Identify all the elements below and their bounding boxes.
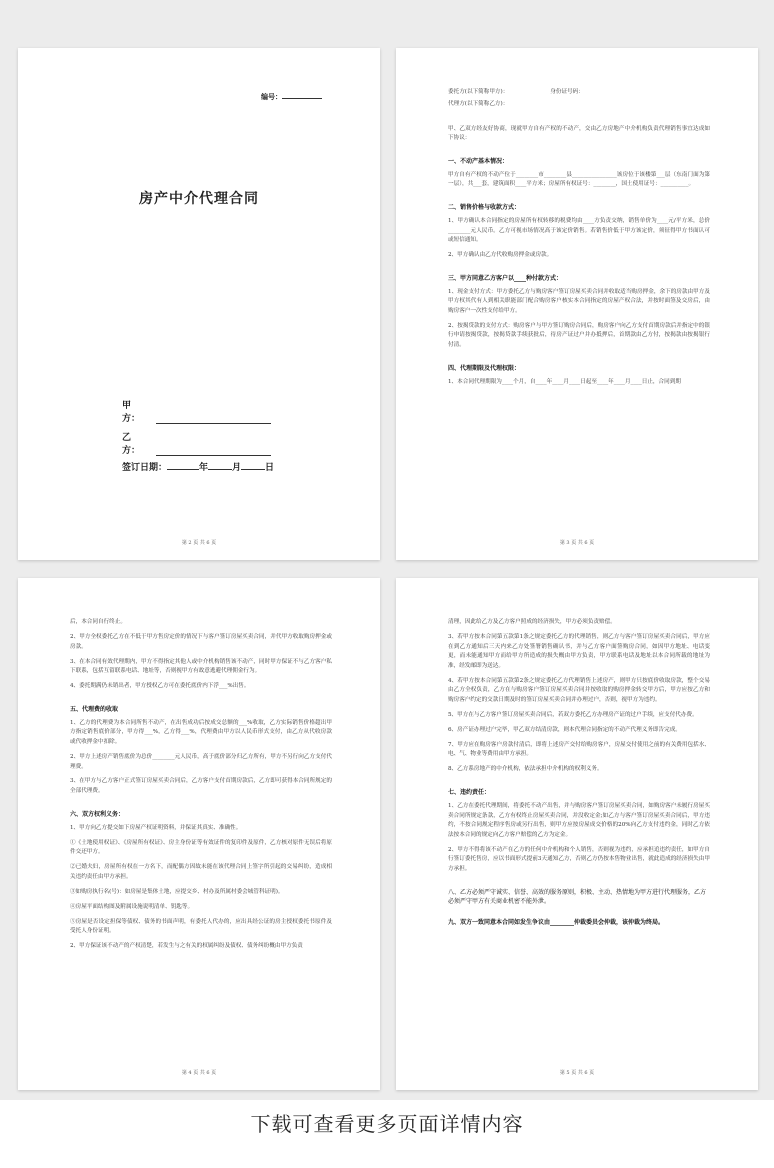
paragraph: 8、乙方系房地产的中介机构，依法承担中介机构的权利义务。	[448, 766, 603, 773]
paragraph: 2、甲方全权委托乙方在不低于甲方售房定价的情况下与客户签订房屋买卖合同，并代甲方收取购房押金或房款。	[70, 633, 332, 650]
contract-page-3	[396, 48, 758, 560]
cover-page	[18, 48, 380, 560]
paragraph: 清理，因此给乙方及乙方客户照成的经济损失，甲方必须负责赔偿。	[448, 619, 616, 625]
section-heading: 二、销售价格与收款方式：	[448, 203, 521, 211]
page-footer: 第 5 页 共 6 页	[559, 1070, 595, 1076]
year-label: 年	[199, 463, 209, 473]
paragraph: 4、若甲方按本合同第五款第2条之规定委托乙方代理销售上述房产，则甲方只按底价收取房款，整个交易由乙方全权负责，乙方在与购房客户签订房屋买卖合同并按收取的购房押金转交甲方后，甲方应按乙方和购房客户约定的交款日期及时的签订房屋买卖合同并办理过户，否则，视甲方为违约。	[448, 677, 710, 703]
paragraph: ①《土地使用权证》、《房屋所有权证》、房主身份证等有效证件的复印件及原件，乙方核对原件无误后将原件交还甲方。	[70, 839, 332, 856]
paragraph: 1、甲方确认本合同指定的房屋所有权转移的税费均由____方负责交纳，销售单价为____元/平方米，总价________元人民币。乙方可视市场情况高于该定价销售。若销售价低于甲方该定价，须征得甲方书面认可或短信通知。	[448, 217, 710, 244]
paragraph: ④房屋平面结构图及附属设施说明清单、钥匙等。	[70, 903, 194, 910]
month-label: 月	[232, 463, 242, 473]
page-footer: 第 3 页 共 6 页	[559, 540, 595, 546]
party-a-label: 甲 方：	[122, 401, 141, 424]
paragraph: 2、甲方保证该不动产的产权清楚，若发生与之有关的权属纠纷及债权、债务纠纷概由甲方负责	[70, 943, 303, 950]
paragraph: 2、按揭贷款的支付方式：购房客户与甲方签订购房合同后，购房客户向乙方支付首期房款后并指定中的银行申请按揭贷款，按揭贷款手续获批后，待房产证过户并办抵押后，首期款由乙方付，按揭款由按揭银行付清。	[448, 322, 710, 349]
page-body	[70, 618, 332, 957]
paragraph: 1、乙方的代理费为本合同所售不动产，在出售成功后按成交总额的___%收取，乙方实际销售价格超出甲方指定销售底价部分，甲方得___%，乙方得___%，代理费由甲方以人民币形式支付，由乙方从代收房款或代收押金中扣除。	[70, 719, 332, 745]
paragraph: 后，本合同自行终止。	[70, 619, 126, 625]
paragraph: 3、若甲方按本合同第五款第1条之规定委托乙方的代理销售，则乙方与客户签订房屋买卖合同后，甲方应在到乙方通知后三天内来乙方处签署销售确认书，并与乙方客户面签购房合同，如因甲方地址、电话变更，而未能通知甲方而给甲方所造成的损失概由甲方负责，甲方联系电话及地址以本合同所载的地址为准，经发邮即为送达。	[448, 633, 710, 669]
paragraph: ②已婚夫妇，房屋所有权在一方名下，而配偶方因故未能在该代理合同上签字所引起的交易纠纷，造成相关违约责任由甲方承担。	[70, 864, 332, 880]
spacer	[448, 115, 710, 125]
paragraph: 5、甲方在与乙方客户签订房屋买卖合同后，若双方委托乙方办理房产证的过户手续，应支付代办费。	[448, 711, 698, 718]
paragraph: ③如购房执行名(号)：如房屋是集体土地，应提交乡、村办及所属村委会城管科证明)。	[70, 888, 284, 895]
section-heading: 七、违约责任：	[448, 789, 491, 797]
paragraph: 2、甲方不得将该不动产在乙方的任何中介机构和个人销售，否则视为违约，应承担追违约责任，如甲方自行签订委托售房，应以书面形式提前3天通知乙方，否则乙方仍按本售物业出售，就此造成的经济损失由甲方承担。	[448, 846, 710, 873]
contract-number-label: 编号：	[261, 92, 282, 101]
section-heading: 九、双方一致同意本合同如发生争议由________仲裁委员会仲裁，该仲裁为终局。	[448, 918, 665, 926]
paragraph: ⑤房屋是否设定担保等债权、债务的书面声明，有委托人代办的，应出具经公证的房主授权委托书原件及受托人身份证明。	[70, 918, 332, 935]
paragraph: 1、甲方向乙方提交如下房屋产权证明资料，并保证其真实、准确性。	[70, 824, 242, 831]
paragraph: 2、甲方上述房产销售底价为总价________元人民币，高于底价部分归乙方所有，甲方不另行向乙方支付代理费。	[70, 753, 332, 770]
party-b-line	[122, 430, 271, 456]
contract-page-4	[18, 578, 380, 1090]
page-footer: 第 2 页 共 6 页	[181, 540, 217, 546]
paragraph: 2、甲方确认由乙方代收购房押金或房款。	[448, 252, 553, 259]
page-body	[448, 618, 710, 932]
contract-number	[261, 92, 322, 102]
party-b-blank	[156, 455, 271, 456]
paragraph: 1、本合同代理期限为____个月，自____年____月____日起至____年____月____日止，合同到期	[448, 378, 681, 385]
section-heading: 八、乙方必须严守诚实、信誉、高效的服务原则，积极、主动、热情地为甲方进行代理服务，乙方必须严守甲方有关商业机密不能外泄。	[448, 888, 707, 905]
section-heading: 四、代理期限及代理权限：	[448, 364, 521, 372]
contract-page-5	[396, 578, 758, 1090]
section-heading: 一、不动产基本情况：	[448, 157, 509, 165]
party-a-blank	[156, 423, 271, 424]
contract-title: 房产中介代理合同	[139, 191, 259, 207]
paragraph: 1、现金支付方式：甲方委托乙方与购房客户签订房屋买卖合同并收取适当购房押金，余下的房款由甲方及甲方权其代有人到相关职能部门配合购房客户核实本合同指定的房屋产权合法，并按时面签及交房后，由购房客户一次性支付给甲方。	[448, 288, 710, 314]
party-a-line	[122, 398, 271, 424]
paragraph: 6、房产证办理过户完毕，甲乙双方结清房款，则本代理合同指定的不动产代理义务即告完成。	[448, 726, 681, 733]
page-footer: 第 4 页 共 6 页	[181, 1070, 217, 1076]
month-blank	[208, 469, 232, 470]
paragraph: 代理方(以下简称乙方)：	[448, 100, 509, 107]
paragraph: 1、乙方在委托代理期间，将委托不动产出售，并与购房客户签订房屋买卖合同，如购房客户未履行房屋买卖合同所规定条款，乙方有权终止房屋买卖合同，并没收定金;如乙方与客户签订房屋买卖合同后，甲方违约，不按合同规定程序售房或另行出售，则甲方应按房屋成交价格的20%向乙方支付违约金，同时乙方依法按本合同的规定向乙方客户赔偿的乙方为定金。	[448, 803, 710, 838]
section-heading: 六、双方权利义务：	[70, 810, 125, 818]
paragraph: 委托方(以下简称甲方)： 身份证号码：	[448, 89, 584, 95]
section-heading: 五、代理费的收取	[70, 705, 119, 713]
section-heading: 三、甲方同意乙方客户以____种付款方式：	[448, 274, 563, 282]
paragraph: 3、在本合同有效代理期内，甲方不得指定其他人或中介机构销售该不动产，同时甲方保证不与乙方客户私下联系，包括互留联系电话、地址等，否则视甲方有故意逃避代理佣金行为。	[70, 658, 332, 675]
day-label: 日	[265, 463, 275, 473]
sign-date-label: 签订日期：	[122, 463, 168, 473]
sign-date-line	[122, 460, 274, 473]
paragraph: 7、甲方应在购房客户房款付清后，即将上述房产交付给购房客户，房屋交付使用之前的有关费用包括水、电、气、物业等费用由甲方承担。	[448, 741, 710, 758]
paragraph: 3、在甲方与乙方客户正式签订房屋买卖合同后，乙方客户支付首期房款后，乙方即可获得本合同所规定的全部代理费。	[70, 778, 332, 795]
year-blank	[167, 469, 199, 470]
paragraph: 甲方自有产权的不动产位于________市________县________________该房位于该楼第___层（东南门面为第一层），共___套，建筑面积____平方米；房屋所有权证号：________，国土使用证号：__________。	[448, 171, 710, 188]
page-body	[448, 88, 710, 393]
party-b-label: 乙 方：	[122, 433, 141, 456]
day-blank	[241, 469, 265, 470]
paragraph: 甲、乙双方经友好协商，现就甲方自有产权的不动产，交由乙方房地产中介机构负责代理销售事宜达成如下协议：	[448, 125, 710, 142]
contract-number-blank	[282, 98, 322, 99]
download-more-caption: 下载可查看更多页面详情内容	[250, 1112, 524, 1136]
paragraph: 4、委托期满仍未销出者，甲方授权乙方可在委托底价内下浮___%出售。	[70, 683, 250, 690]
